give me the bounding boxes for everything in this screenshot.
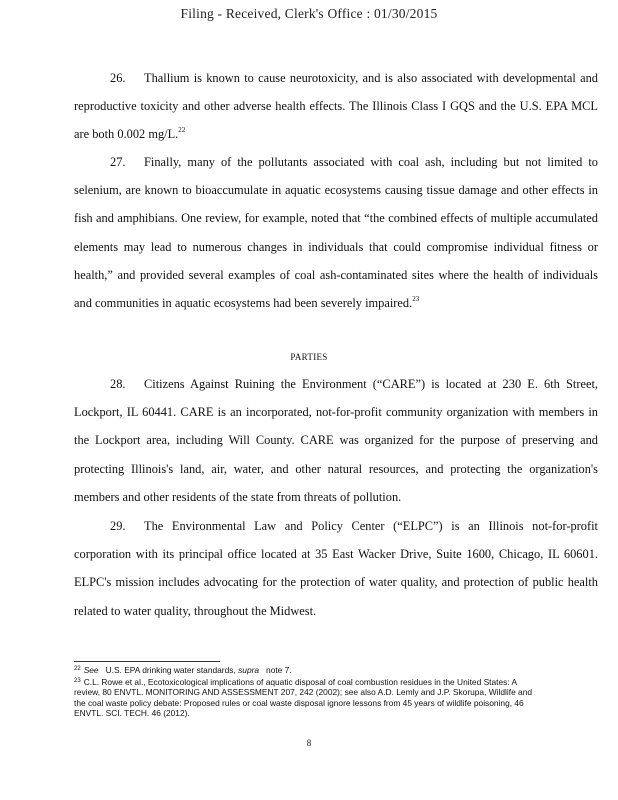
footnote-ref-23[interactable]: 23 <box>412 295 420 304</box>
paragraph-number: 27. <box>110 155 126 169</box>
paragraph-text: The Environmental Law and Policy Center (“ELPC”) is an Illinois not-for-profit corporation with its principal office located at 35 East Wacker Drive, Suite 1600, Chicago, IL 60601. ELPC's mission includes advocating for the protection of water quality, and protection of public health related to water quality, throughout the Midwest. <box>74 519 598 618</box>
paragraph-number: 29. <box>110 519 126 533</box>
footnote-23 <box>74 676 544 719</box>
footnote-text: C.L. Rowe et al., Ecotoxicological implications of aquatic disposal of coal combustion residues in the United States: A review, 80 ENVTL. MONITORING AND ASSESSMENT 207, 242 (2002); see also A.D. Lemly and J.P. Skorupa, Wildlife and the coal waste policy debate: Proposed rules or coal waste disposal ignore lessons from 45 years of wildlife poisoning, 46 ENVTL. SCI. TECH. 46 (2012). <box>74 676 533 719</box>
footnotes <box>74 664 544 719</box>
footnote-text: U.S. EPA drinking water standards, <box>105 665 236 675</box>
paragraph-27 <box>74 148 598 317</box>
paragraph-text: Thallium is known to cause neurotoxicity, and is also associated with developmental and reproductive toxicity and other adverse health effects. The Illinois Class I GQS and the U.S. EPA MCL are both 0.002 mg/L. <box>74 71 598 142</box>
footnote-supra: supra <box>238 665 260 675</box>
footnote-number: 23 <box>74 677 81 684</box>
paragraph-28 <box>74 370 598 511</box>
paragraph-29 <box>74 512 598 625</box>
footnote-note: note 7. <box>266 665 292 675</box>
page-number: 8 <box>306 738 312 748</box>
footnote-number: 22 <box>74 666 81 672</box>
footnote-signal: See <box>83 665 99 675</box>
filing-stamp-header: Filing - Received, Clerk's Office : 01/30/2015 <box>180 6 438 21</box>
paragraph-number: 28. <box>110 377 126 391</box>
paragraph-text: Citizens Against Ruining the Environment (“CARE”) is located at 230 E. 6th Street, Lockport, IL 60441. CARE is an incorporated, not-for-profit community organization with members in the Lockport area, including Will County. CARE was organized for the purpose of preserving and protecting Illinois's land, air, water, and other natural resources, and protecting the organization's members and other residents of the state from threats of pollution. <box>74 377 598 504</box>
footnote-22 <box>74 664 544 676</box>
footnote-divider <box>74 661 220 662</box>
paragraph-number: 26. <box>110 71 126 85</box>
paragraph-26 <box>74 64 598 149</box>
paragraph-text: Finally, many of the pollutants associated with coal ash, including but not limited to selenium, are known to bioaccumulate in aquatic ecosystems causing tissue damage and other effects in fish and amphibians. One review, for example, noted that “the combined effects of multiple accumulated elements may lead to numerous changes in individuals that could compromise individual fitness or health,” and provided several examples of coal ash-contaminated sites where the health of individuals and communities in aquatic ecosystems had been severely impaired. <box>74 155 598 311</box>
footnote-ref-22[interactable]: 22 <box>178 126 186 135</box>
section-heading-parties: PARTIES <box>290 352 328 362</box>
